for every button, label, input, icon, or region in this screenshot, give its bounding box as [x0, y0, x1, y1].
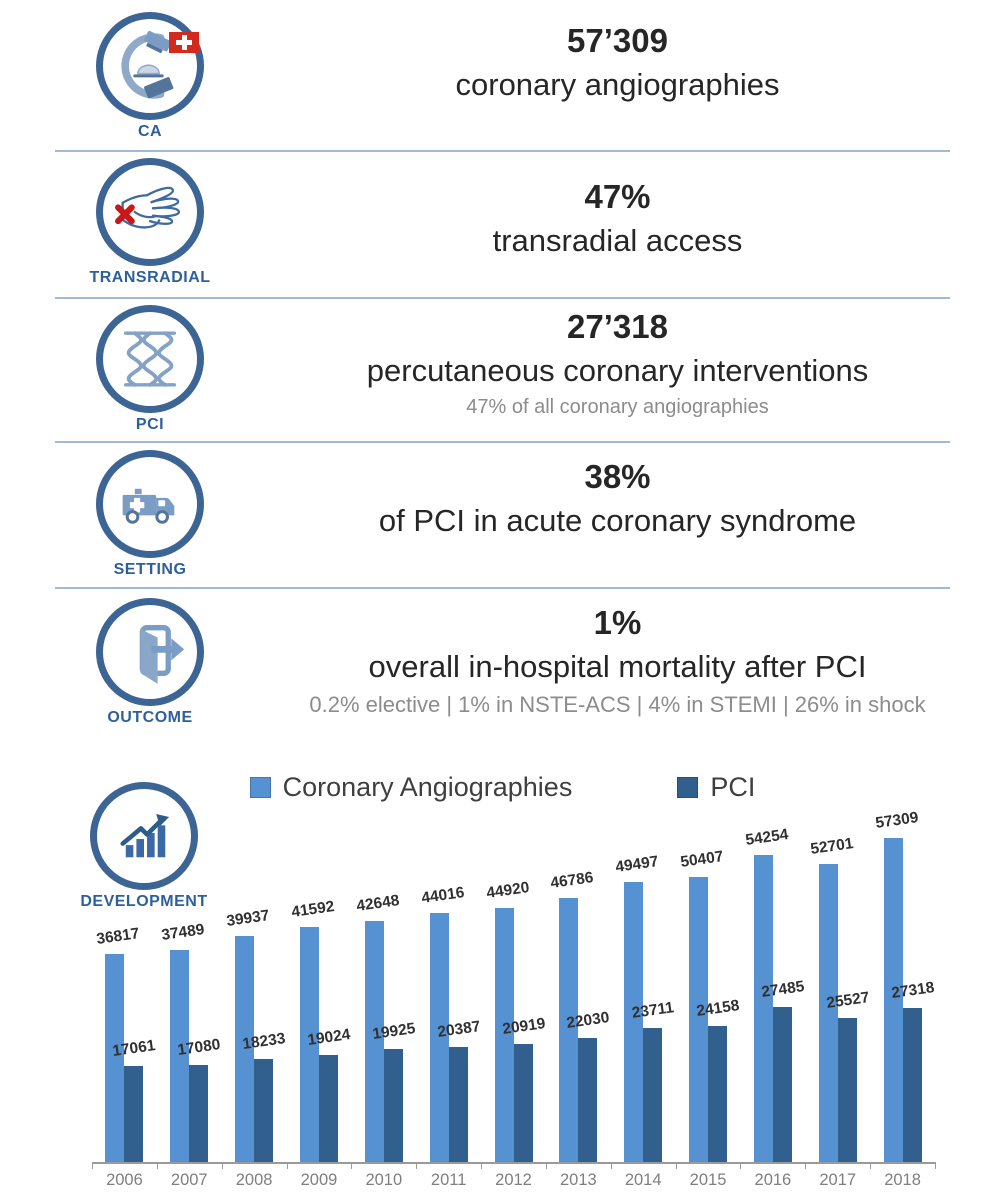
ca-icon-circle	[96, 12, 204, 120]
year-label-2016: 2016	[754, 1171, 792, 1189]
pci-label: PCI	[86, 416, 214, 434]
bar-label-ca-2011: 44016	[420, 884, 466, 908]
bar-label-pci-2007: 17080	[176, 1036, 222, 1060]
bar-label-pci-2011: 20387	[436, 1017, 482, 1041]
row-separator	[55, 150, 950, 152]
year-label-2017: 2017	[819, 1171, 857, 1189]
setting-label: SETTING	[86, 561, 214, 579]
setting-desc: of PCI in acute coronary syndrome	[378, 502, 857, 538]
chart-axis-tick	[222, 1162, 223, 1169]
pci-desc: percutaneous coronary interventions	[366, 352, 869, 388]
setting-value: 38%	[584, 458, 651, 495]
bar-label-ca-2010: 42648	[355, 892, 401, 915]
year-label-2011: 2011	[430, 1171, 467, 1189]
bar-label-pci-2009: 19024	[306, 1025, 352, 1049]
legend-swatch-pci	[677, 777, 698, 798]
ambulance-icon	[112, 466, 188, 542]
year-label-2012: 2012	[495, 1171, 532, 1189]
chart-axis-tick	[157, 1162, 158, 1169]
row-separator	[55, 587, 950, 589]
row-separator	[55, 441, 950, 443]
transradial-icon-circle	[96, 158, 204, 266]
legend-label-ca: Coronary Angiographies	[282, 772, 573, 802]
hand-transradial-icon	[112, 174, 188, 250]
chart-axis-tick	[870, 1162, 871, 1169]
year-label-2014: 2014	[624, 1171, 662, 1189]
swiss-flag-icon	[169, 32, 199, 53]
bar-label-pci-2012: 20919	[500, 1014, 546, 1038]
chart-axis-tick	[676, 1162, 677, 1169]
bar-label-ca-2018: 57309	[873, 809, 920, 833]
pci-icon-circle	[96, 305, 204, 413]
chart-x-axis	[92, 1162, 936, 1164]
bar-label-ca-2017: 52701	[809, 835, 855, 859]
chart-axis-tick	[287, 1162, 288, 1169]
bar-pci-2017	[838, 1018, 857, 1162]
transradial-value: 47%	[584, 178, 651, 215]
bar-label-ca-2015: 50407	[679, 848, 725, 872]
bar-pci-2015	[708, 1026, 727, 1162]
bar-pci-2012	[514, 1044, 533, 1162]
pci-subtext: 47% of all coronary angiographies	[466, 395, 769, 418]
chart-axis-tick	[481, 1162, 482, 1169]
outcome-subtext: 0.2% elective | 1% in NSTE-ACS | 4% in STEMI | 26% in shock	[309, 691, 926, 717]
bar-label-ca-2006: 36817	[95, 925, 141, 948]
legend-label-pci: PCI	[710, 772, 756, 802]
chart-axis-tick	[935, 1162, 936, 1169]
bar-pci-2008	[254, 1059, 273, 1162]
bar-pci-2014	[643, 1028, 662, 1162]
pci-stats	[245, 308, 990, 419]
bar-label-ca-2012: 44920	[484, 879, 530, 903]
chart-axis-tick	[416, 1162, 417, 1169]
outcome-icon-circle	[96, 598, 204, 706]
chart-axis-tick	[351, 1162, 352, 1169]
year-label-2007: 2007	[170, 1171, 208, 1189]
bar-pci-2013	[578, 1038, 597, 1162]
growth-chart-icon	[106, 798, 182, 874]
chart-axis-tick	[740, 1162, 741, 1169]
pci-icon-block	[86, 305, 214, 434]
bar-label-ca-2009: 41592	[290, 898, 336, 921]
bar-pci-2018	[903, 1008, 922, 1162]
bar-pci-2011	[449, 1047, 468, 1162]
bar-label-pci-2014: 23711	[631, 999, 676, 1022]
year-label-2008: 2008	[235, 1171, 273, 1189]
bar-label-pci-2010: 19925	[371, 1020, 417, 1044]
ca-desc: coronary angiographies	[455, 66, 780, 102]
bar-label-ca-2013: 46786	[549, 868, 595, 892]
ca-icon-block	[86, 12, 214, 141]
outcome-value: 1%	[593, 604, 642, 641]
outcome-stats	[245, 604, 990, 718]
bar-label-pci-2008: 18233	[241, 1030, 287, 1053]
legend-item-pci	[677, 772, 755, 803]
stent-icon	[112, 321, 188, 397]
ca-value: 57’309	[567, 22, 668, 59]
bar-label-ca-2014: 49497	[614, 853, 660, 877]
bar-label-pci-2017: 25527	[825, 988, 871, 1012]
bar-label-pci-2006: 17061	[111, 1036, 157, 1060]
legend-swatch-ca	[250, 777, 271, 798]
year-label-2018: 2018	[884, 1171, 921, 1189]
bar-label-ca-2008: 39937	[225, 907, 271, 931]
bar-pci-2007	[189, 1065, 208, 1162]
year-label-2013: 2013	[559, 1171, 597, 1189]
legend-item-ca	[250, 772, 573, 803]
bar-pci-2010	[384, 1049, 403, 1162]
pci-value: 27’318	[567, 308, 668, 345]
development-icon-block	[80, 782, 208, 911]
year-label-2015: 2015	[689, 1171, 727, 1189]
development-label: DEVELOPMENT	[80, 893, 208, 910]
bar-label-ca-2007: 37489	[160, 921, 206, 945]
bar-pci-2009	[319, 1055, 338, 1162]
bar-ca-2016	[754, 855, 773, 1162]
row-separator	[55, 297, 950, 299]
year-label-2010: 2010	[365, 1171, 403, 1189]
bar-label-pci-2013: 22030	[565, 1008, 611, 1032]
transradial-desc: transradial access	[492, 222, 743, 258]
ca-stats	[245, 22, 990, 103]
outcome-label: OUTCOME	[86, 709, 214, 727]
development-icon-circle	[90, 782, 198, 890]
bar-label-pci-2016: 27485	[760, 977, 806, 1001]
transradial-stats	[245, 178, 990, 259]
exit-door-icon	[112, 614, 188, 690]
chart-axis-tick	[805, 1162, 806, 1169]
year-label-2009: 2009	[300, 1171, 338, 1189]
setting-stats	[245, 458, 990, 539]
outcome-desc: overall in-hospital mortality after PCI	[368, 648, 867, 684]
bar-pci-2016	[773, 1007, 792, 1162]
chart-axis-tick	[546, 1162, 547, 1169]
bar-label-ca-2016: 54254	[744, 826, 790, 850]
ca-label: CA	[86, 123, 214, 141]
transradial-icon-block	[86, 158, 214, 287]
bar-label-pci-2018: 27318	[889, 978, 936, 1002]
outcome-icon-block	[86, 598, 214, 727]
chart-axis-tick	[92, 1162, 93, 1169]
year-label-2006: 2006	[106, 1171, 143, 1189]
bar-label-pci-2015: 24158	[695, 996, 741, 1020]
chart-axis-tick	[611, 1162, 612, 1169]
setting-icon-block	[86, 450, 214, 579]
setting-icon-circle	[96, 450, 204, 558]
transradial-label: TRANSRADIAL	[86, 269, 214, 287]
bar-pci-2006	[124, 1066, 143, 1162]
